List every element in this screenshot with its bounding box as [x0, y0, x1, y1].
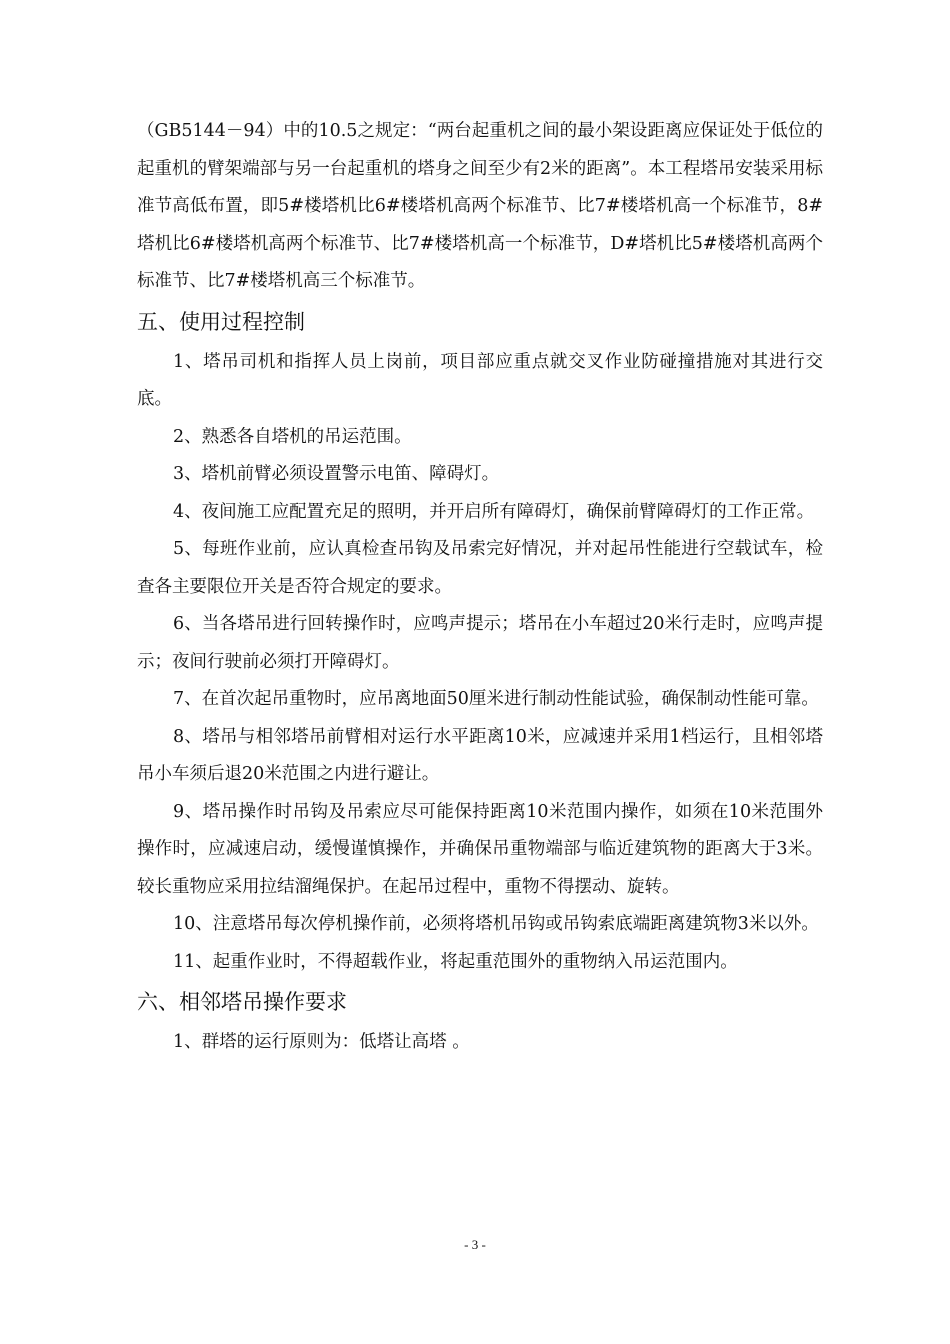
list-item: 9、塔吊操作时吊钩及吊索应尽可能保持距离10米范围内操作，如须在10米范围外操作时，应减速启动，缓慢谨慎操作，并确保吊重物端部与临近建筑物的距离大于3米。较长重物应采用拉结溜绳保护。在起吊过程中，重物不得摆动、旋转。: [137, 801, 823, 897]
list-item: 10、注意塔吊每次停机操作前，必须将塔机吊钩或吊钩索底端距离建筑物3米以外。: [173, 914, 819, 934]
section-5-list: [137, 344, 823, 982]
list-item: 5、每班作业前，应认真检查吊钩及吊索完好情况，并对起吊性能进行空载试车，检查各主要限位开关是否符合规定的要求。: [137, 539, 823, 597]
list-item: 7、在首次起吊重物时，应吊离地面50厘米进行制动性能试验，确保制动性能可靠。: [173, 689, 819, 709]
list-item: 2、熟悉各自塔机的吊运范围。: [173, 426, 412, 447]
list-item: 3、塔机前臂必须设置警示电笛、障碍灯。: [173, 464, 500, 484]
list-item: 6、当各塔吊进行回转操作时，应鸣声提示；塔吊在小车超过20米行走时，应鸣声提示；夜间行驶前必须打开障碍灯。: [137, 614, 823, 672]
list-item: 8、塔吊与相邻塔吊前臂相对运行水平距离10米，应减速并采用1档运行，且相邻塔吊小车须后退20米范围之内进行避让。: [137, 726, 823, 784]
list-item: 4、夜间施工应配置充足的照明，并开启所有障碍灯，确保前臂障碍灯的工作正常。: [173, 501, 815, 522]
page-content: [137, 113, 823, 1062]
list-item: 11、起重作业时，不得超载作业，将起重范围外的重物纳入吊运范围内。: [173, 951, 738, 972]
section-6-list: [137, 1024, 823, 1062]
page-number: - 3 -: [464, 1237, 486, 1252]
intro-paragraph: （GB5144－94）中的10.5之规定：“两台起重机之间的最小架设距离应保证处于低位的起重机的臂架端部与另一台起重机的塔身之间至少有2米的距离”。本工程塔吊安装采用标准节高低布置，即5#楼塔机比6#楼塔机高两个标准节、比7#楼塔机高一个标准节，8#塔机比6#楼塔机高两个标准节、比7#楼塔机高一个标准节，D#塔机比5#楼塔机高两个标准节、比7#楼塔机高三个标准节。: [137, 121, 823, 291]
list-item: 1、群塔的运行原则为：低塔让高塔 。: [173, 1032, 470, 1052]
section-6-heading: 六、相邻塔吊操作要求: [137, 990, 347, 1014]
section-5-heading: 五、使用过程控制: [137, 309, 305, 334]
list-item: 1、塔吊司机和指挥人员上岗前，项目部应重点就交叉作业防碰撞措施对其进行交底。: [137, 351, 823, 409]
